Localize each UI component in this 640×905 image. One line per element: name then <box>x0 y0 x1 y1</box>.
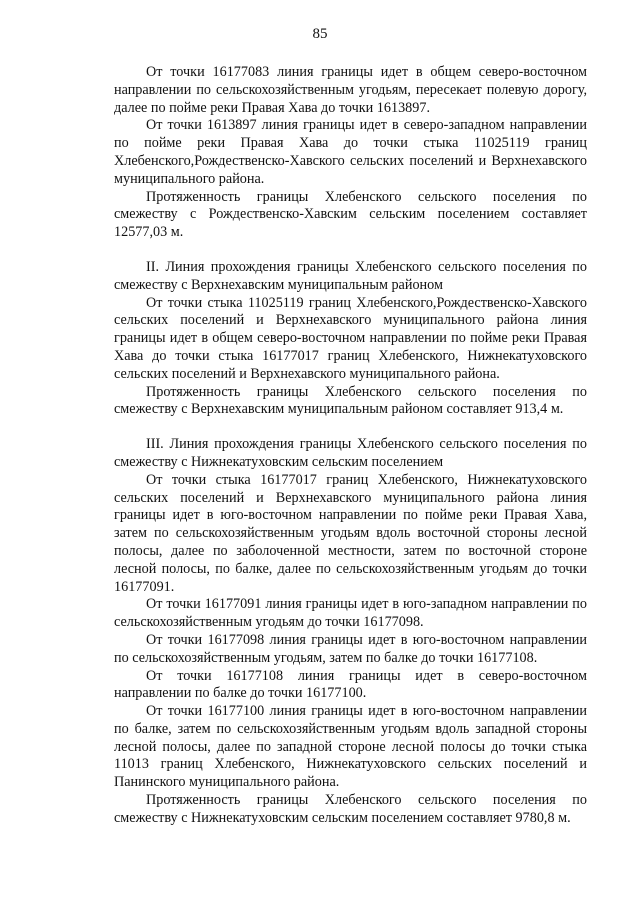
paragraph-route-8: От точки 16177100 линия границы идет в юго-восточном направлении по балке, затем по сельскохозяйственным угодьям вдоль западной стороны лесной полосы, далее по западной стороне лесной полосы до точки стыка 11013 границ Хлебенского, Нижнекатуховского сельских поселений и Панинского муниципального района. <box>114 703 587 791</box>
section-heading-2: II. Линия прохождения границы Хлебенского сельского поселения по смежеству с Верхнехавским муниципальным районом <box>114 258 587 293</box>
paragraph-length-3: Протяженность границы Хлебенского сельского поселения по смежеству с Нижнекатуховским сельским поселением составляет 9780,8 м. <box>114 792 587 826</box>
document-body <box>114 64 587 828</box>
paragraph-route-2: От точки 1613897 линия границы идет в северо-западном направлении по пойме реки Правая Хава до точки стыка 11025119 границ Хлебенского,Рождественско-Хавского сельских поселений и Верхнехавского муниципального района. <box>114 117 587 187</box>
paragraph-length-1: Протяженность границы Хлебенского сельского поселения по смежеству с Рождественско-Хавским сельским поселением составляет 12577,03 м. <box>114 188 587 241</box>
paragraph-length-2: Протяженность границы Хлебенского сельского поселения по смежеству с Верхнехавским муниципальным районом составляет 913,4 м. <box>114 383 587 418</box>
paragraph-route-6: От точки 16177098 линия границы идет в юго-восточном направлении по сельскохозяйственным угодьям, затем по балке до точки 16177108. <box>114 631 587 666</box>
section-heading-3: III. Линия прохождения границы Хлебенского сельского поселения по смежеству с Нижнекатуховским сельским поселением <box>114 436 587 470</box>
paragraph-route-1: От точки 16177083 линия границы идет в общем северо-восточном направлении по сельскохозяйственным угодьям, пересекает полевую дорогу, далее по пойме реки Правая Хава до точки 1613897. <box>114 64 587 116</box>
page-number: 85 <box>312 26 328 42</box>
paragraph-route-5: От точки 16177091 линия границы идет в юго-западном направлении по сельскохозяйственным угодьям до точки 16177098. <box>114 596 587 631</box>
paragraph-route-4: От точки стыка 16177017 границ Хлебенского, Нижнекатуховского сельских поселений и Верхнехавского муниципального района линия границы идет в юго-восточном направлении по пойме реки Правая Хава, затем по сельскохозяйственным угодьям вдоль восточной стороны лесной полосы, далее по заболоченной местности, затем по восточной стороне лесной полосы, по балке, далее по сельскохозяйственным угодьям до точки 16177091. <box>114 471 587 595</box>
paragraph-route-3: От точки стыка 11025119 границ Хлебенского,Рождественско-Хавского сельских поселений и Верхнехавского муниципального района линия границы идет в общем северо-восточном направлении по пойме реки Правая Хава до точки стыка 16177017 границ Хлебенского, Нижнекатуховского сельских поселений и Верхнехавского муниципального района. <box>114 294 587 382</box>
paragraph-route-7: От точки 16177108 линия границы идет в северо-восточном направлении по балке до точки 16177100. <box>114 667 587 702</box>
